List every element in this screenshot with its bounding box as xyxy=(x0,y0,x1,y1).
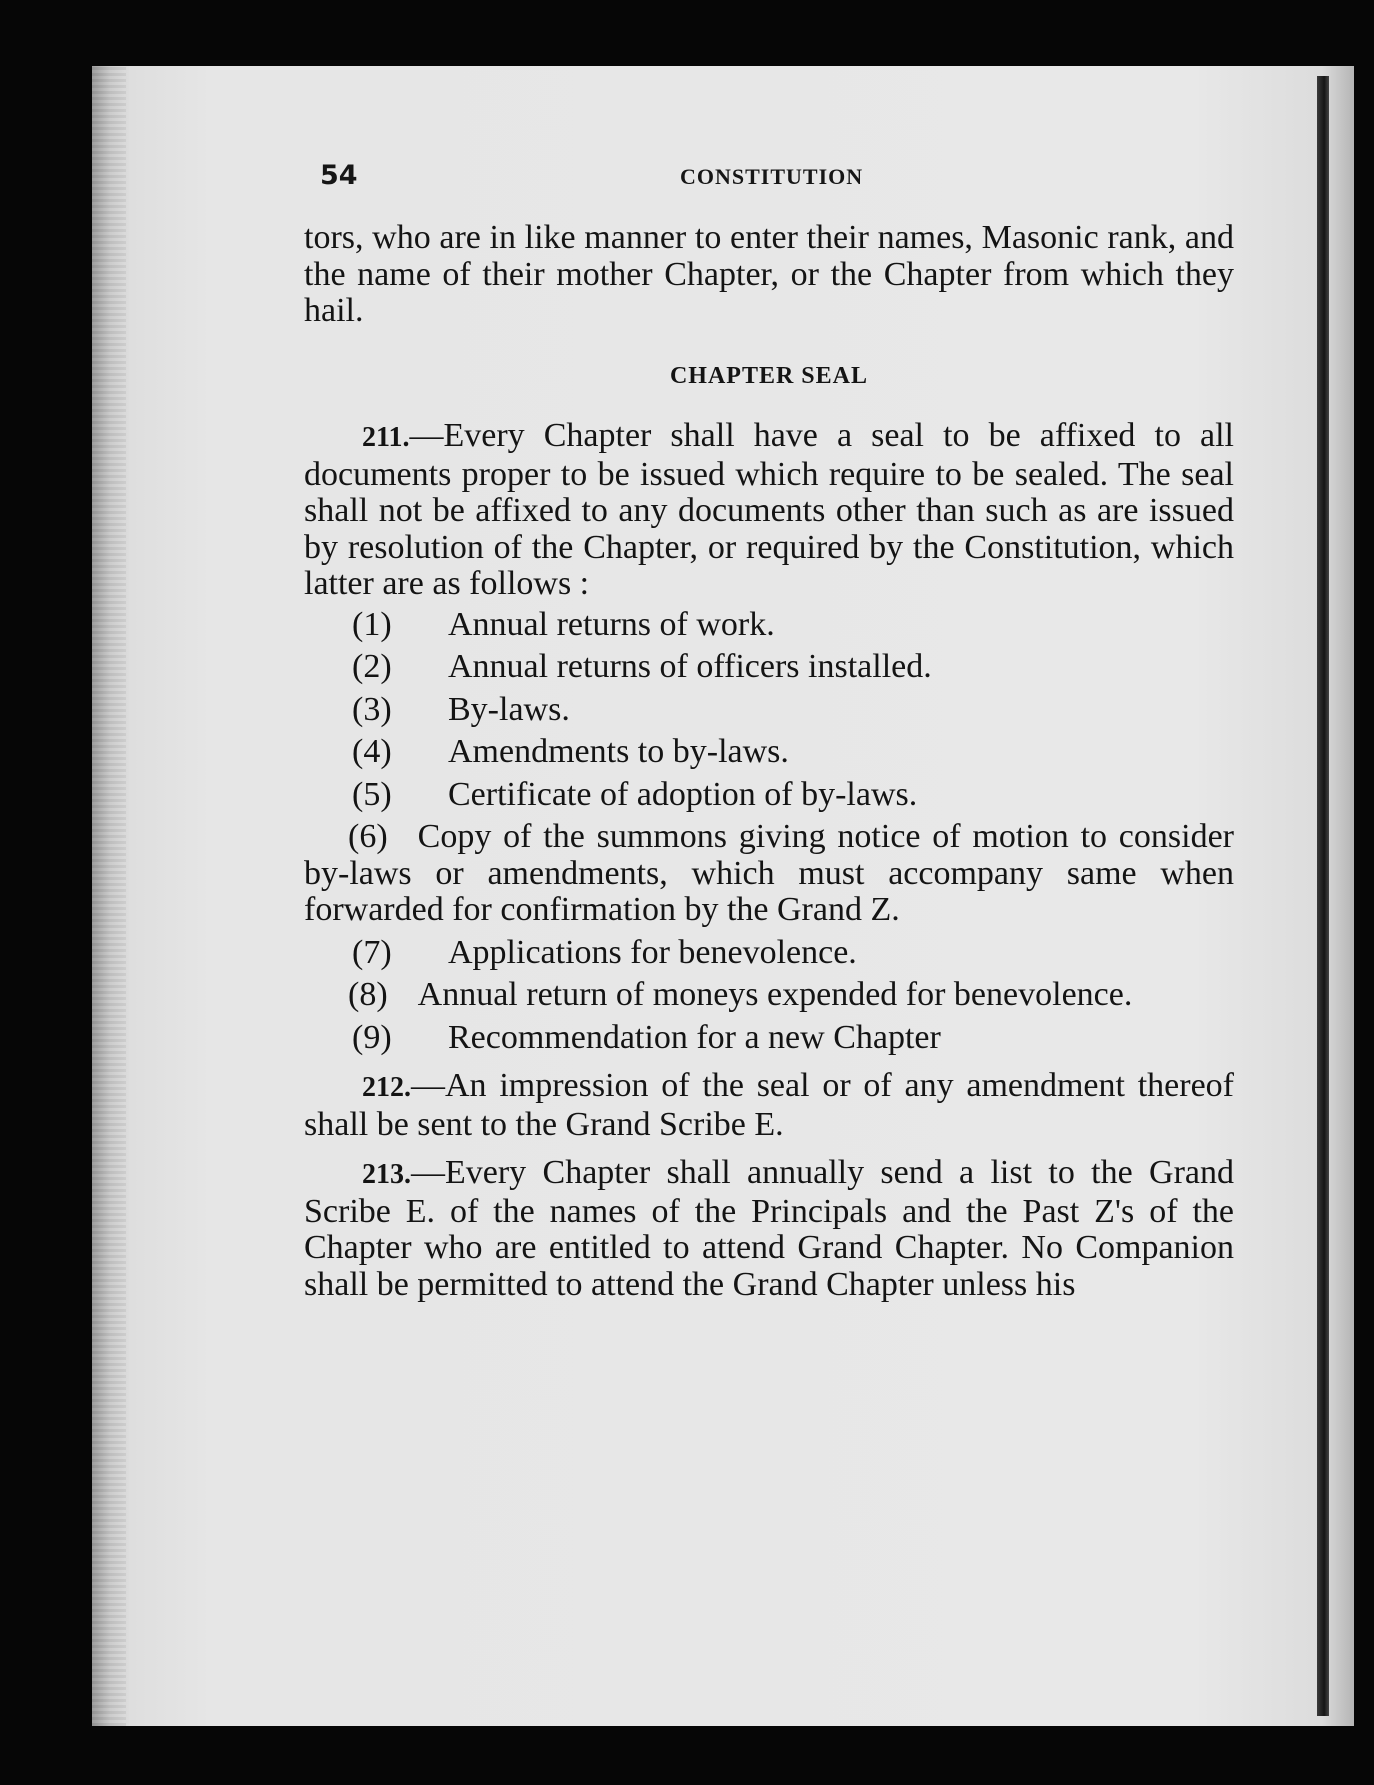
section-213 xyxy=(304,1155,1234,1303)
section-number: 213. xyxy=(362,1159,411,1190)
section-text: —Every Chapter shall annually send a list to the Grand Scribe E. of the names of the Principals and the Past Z's of the Chapter who are entitled to attend Grand Chapter. No Companion shall be permitted to attend the Grand Chapter unless his xyxy=(304,1154,1234,1303)
list-item: (7) Applications for benevolence. xyxy=(352,933,857,971)
list-item: (8) Annual return of moneys expended for benevolence. xyxy=(348,976,1133,1013)
page-body xyxy=(304,220,1234,1303)
list-item: (6) Copy of the summons giving notice of motion to consider by-laws or amendments, which must accompany same when forwarded for confirmation by the Grand Z. xyxy=(304,818,1234,928)
facing-page-edge xyxy=(1317,76,1329,1716)
section-heading: CHAPTER SEAL xyxy=(669,362,869,389)
page-spine-edge xyxy=(92,66,126,1726)
section-211 xyxy=(304,418,1234,603)
list-item: (4) Amendments to by-laws. xyxy=(352,733,789,770)
list-item: (1) Annual returns of work. xyxy=(352,605,775,643)
page-header xyxy=(320,160,1240,200)
list-item: (9) Recommendation for a new Chapter xyxy=(352,1018,941,1056)
section-number: 212. xyxy=(362,1072,411,1103)
seal-documents-list xyxy=(304,607,1234,1057)
section-text: —An impression of the seal or of any amendment thereof shall be sent to the Grand Scribe E. xyxy=(304,1067,1234,1143)
running-head: CONSTITUTION xyxy=(680,164,864,189)
intro-paragraph: tors, who are in like manner to enter their names, Masonic rank, and the name of their mother Chapter, or the Chapter from which they hail. xyxy=(304,219,1234,329)
list-item: (5) Certificate of adoption of by-laws. xyxy=(352,775,918,813)
list-item: (2) Annual returns of officers installed. xyxy=(352,648,932,685)
page-number: 54 xyxy=(320,160,358,191)
section-text: —Every Chapter shall have a seal to be affixed to all documents proper to be issued which require to be sealed. The seal shall not be affixed to any documents other than such as are issued by resolution of the Chapter, or required by the Constitution, which latter are as follows : xyxy=(304,417,1234,602)
section-number: 211. xyxy=(362,422,410,453)
list-item: (3) By-laws. xyxy=(352,690,570,728)
section-212 xyxy=(304,1068,1234,1143)
